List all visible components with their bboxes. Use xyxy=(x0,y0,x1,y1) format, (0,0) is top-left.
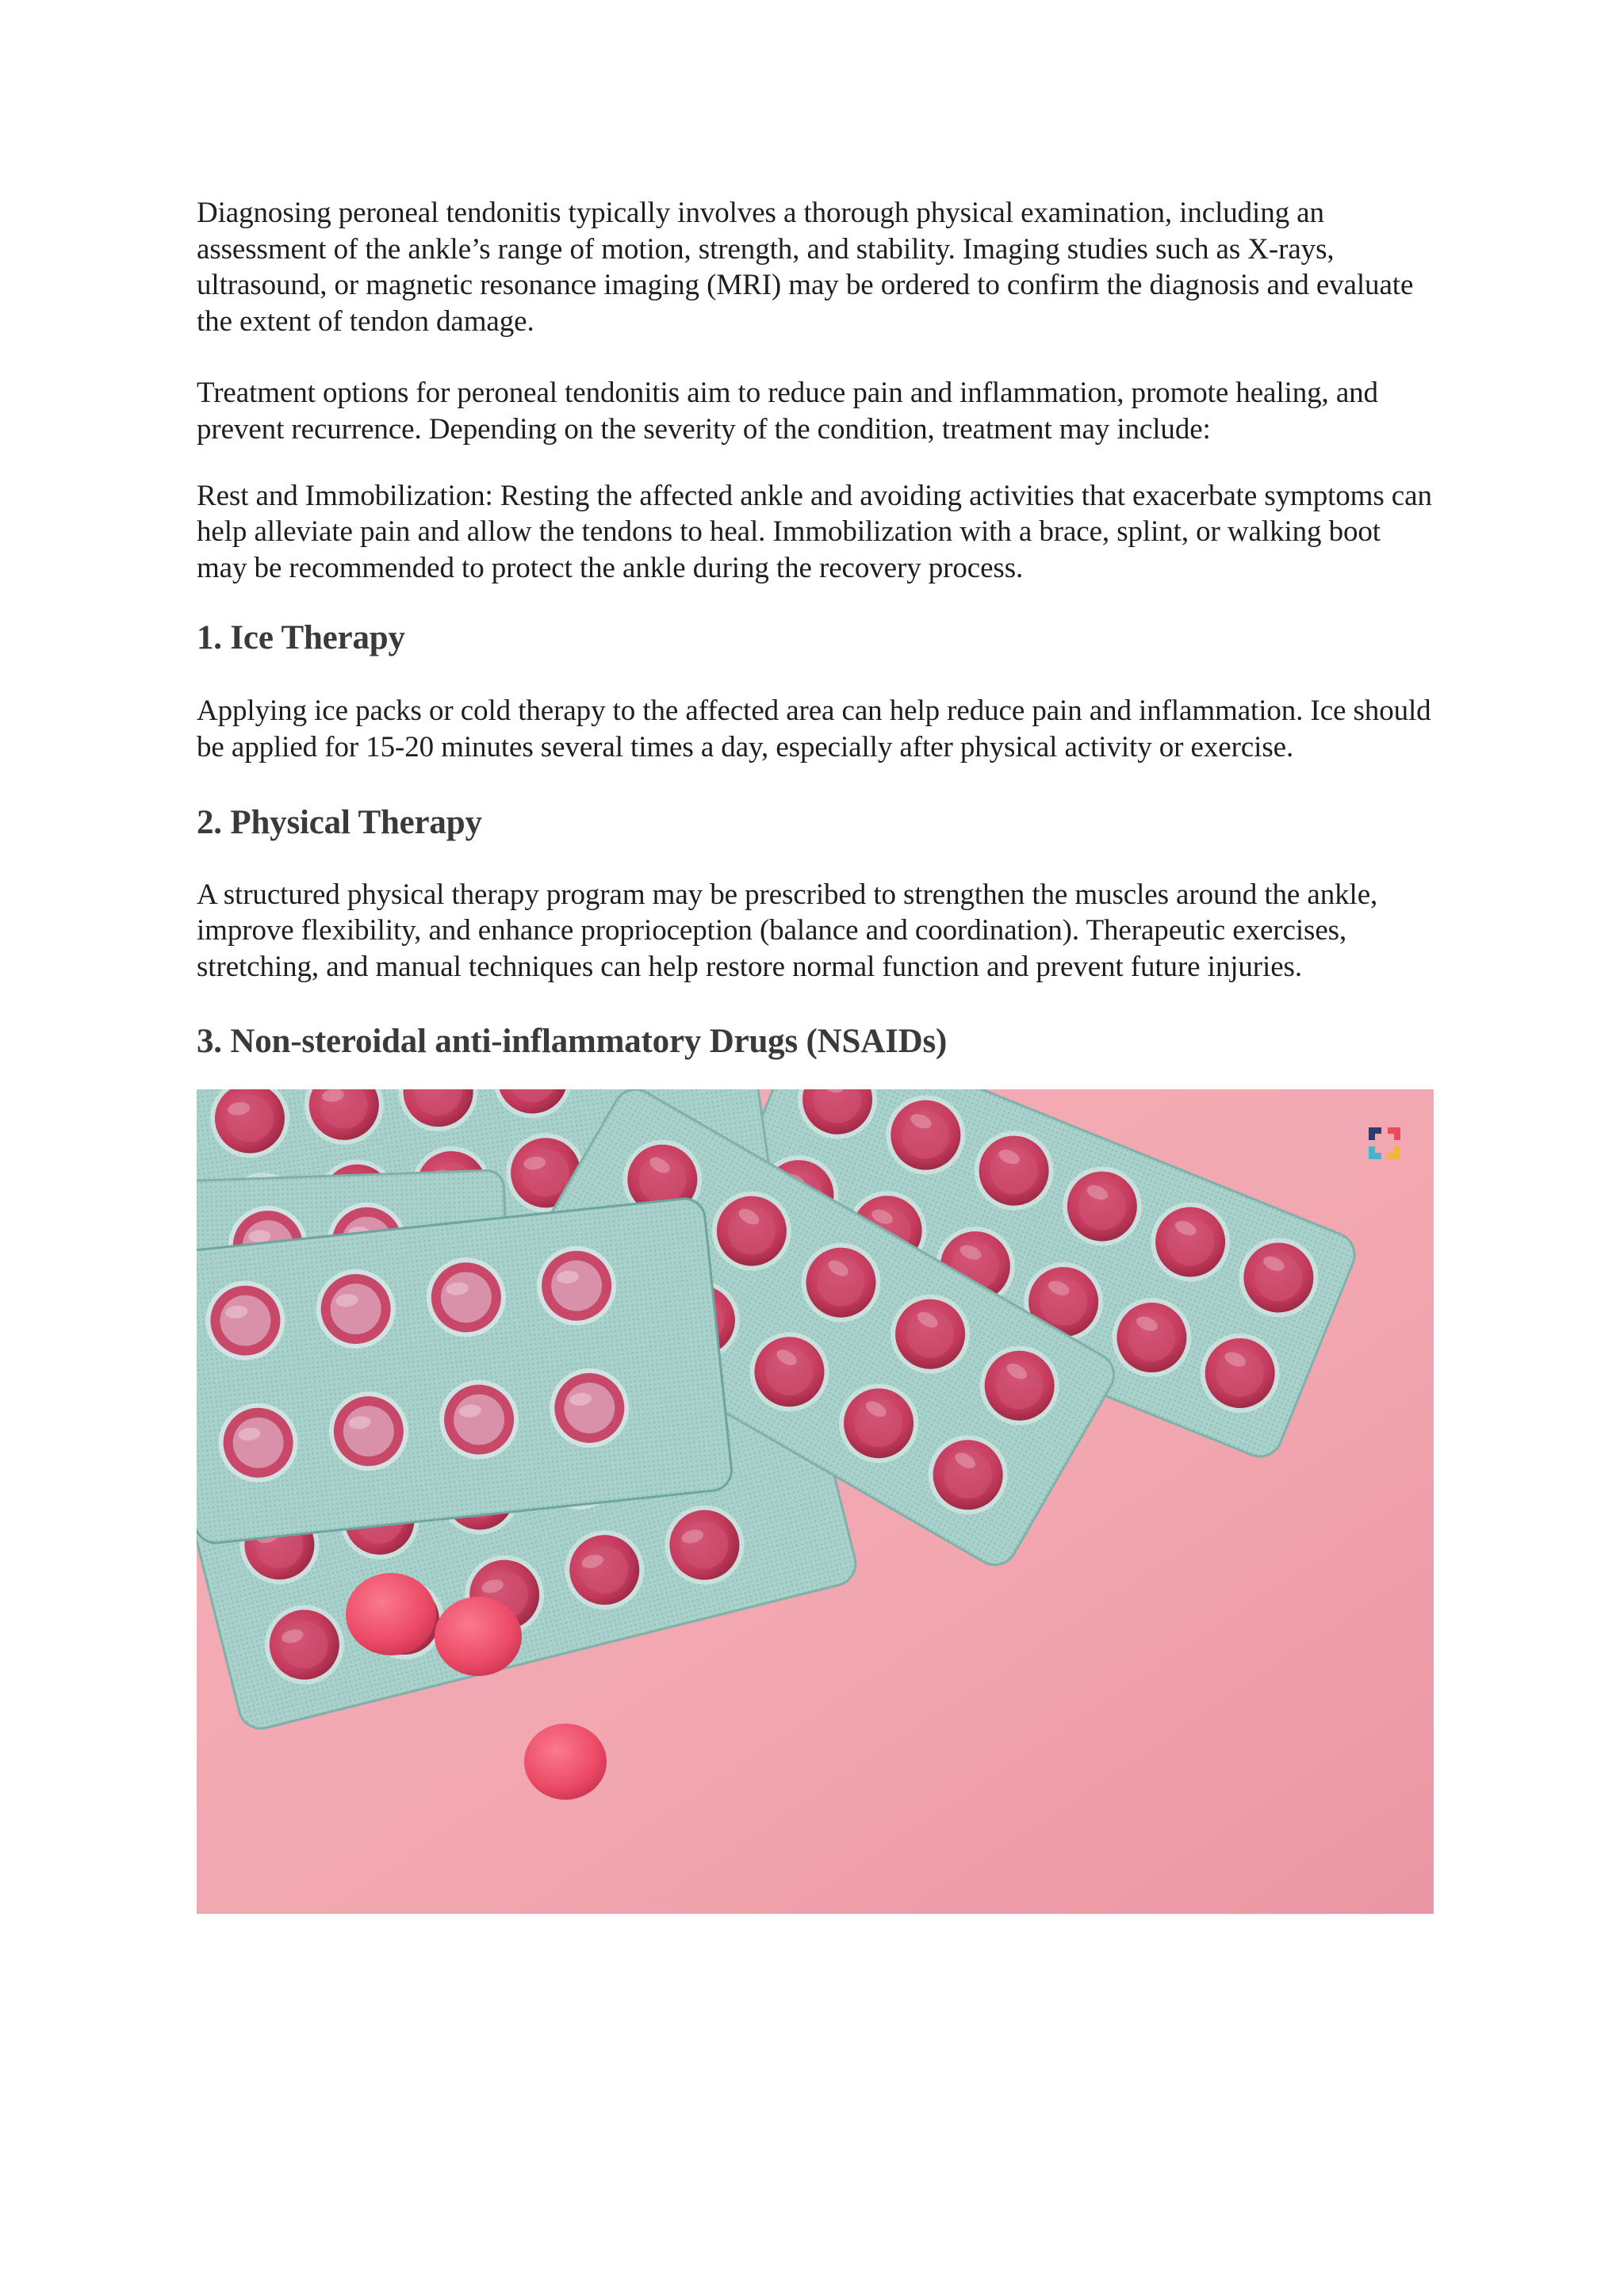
article-page xyxy=(197,195,1434,1914)
paragraph-diagnosis: Diagnosing peroneal tendonitis typically involves a thorough physical examination, including an assessment of the ankle’s range of motion, strength, and stability. Imaging studies such as X-rays, ultrasound, or magnetic resonance imaging (MRI) may be ordered to confirm the diagnosis and evaluate the extent of tendon damage. xyxy=(197,197,1414,338)
paragraph-physical-therapy: A structured physical therapy program may be prescribed to strengthen the muscles around the ankle, improve flexibility, and enhance proprioception (balance and coordination). Therapeutic exercises, stretching, and manual techniques can help restore normal function and prevent future injuries. xyxy=(197,878,1378,983)
paragraph-rest-immobilization: Rest and Immobilization: Resting the affected ankle and avoiding activities that exacerbate symptoms can help alleviate pain and allow the tendons to heal. Immobilization with a brace, splint, or walking boot may be recommended to protect the ankle during the recovery process. xyxy=(197,479,1432,584)
heading-nsaids: 3. Non-steroidal anti-inflammatory Drugs (NSAIDs) xyxy=(197,1023,948,1061)
paragraph-treatment-intro: Treatment options for peroneal tendonitis aim to reduce pain and inflammation, promote healing, and prevent recurrence. Depending on the severity of the condition, treatment may include: xyxy=(197,377,1378,446)
pills-photo xyxy=(197,1089,1434,1914)
heading-ice-therapy: 1. Ice Therapy xyxy=(197,619,405,657)
pills-illustration xyxy=(197,1089,1434,1914)
paragraph-ice-therapy: Applying ice packs or cold therapy to the affected area can help reduce pain and inflammation. Ice should be applied for 15-20 minutes several times a day, especially after physical activity or exercise. xyxy=(197,695,1431,763)
heading-physical-therapy: 2. Physical Therapy xyxy=(197,803,482,841)
